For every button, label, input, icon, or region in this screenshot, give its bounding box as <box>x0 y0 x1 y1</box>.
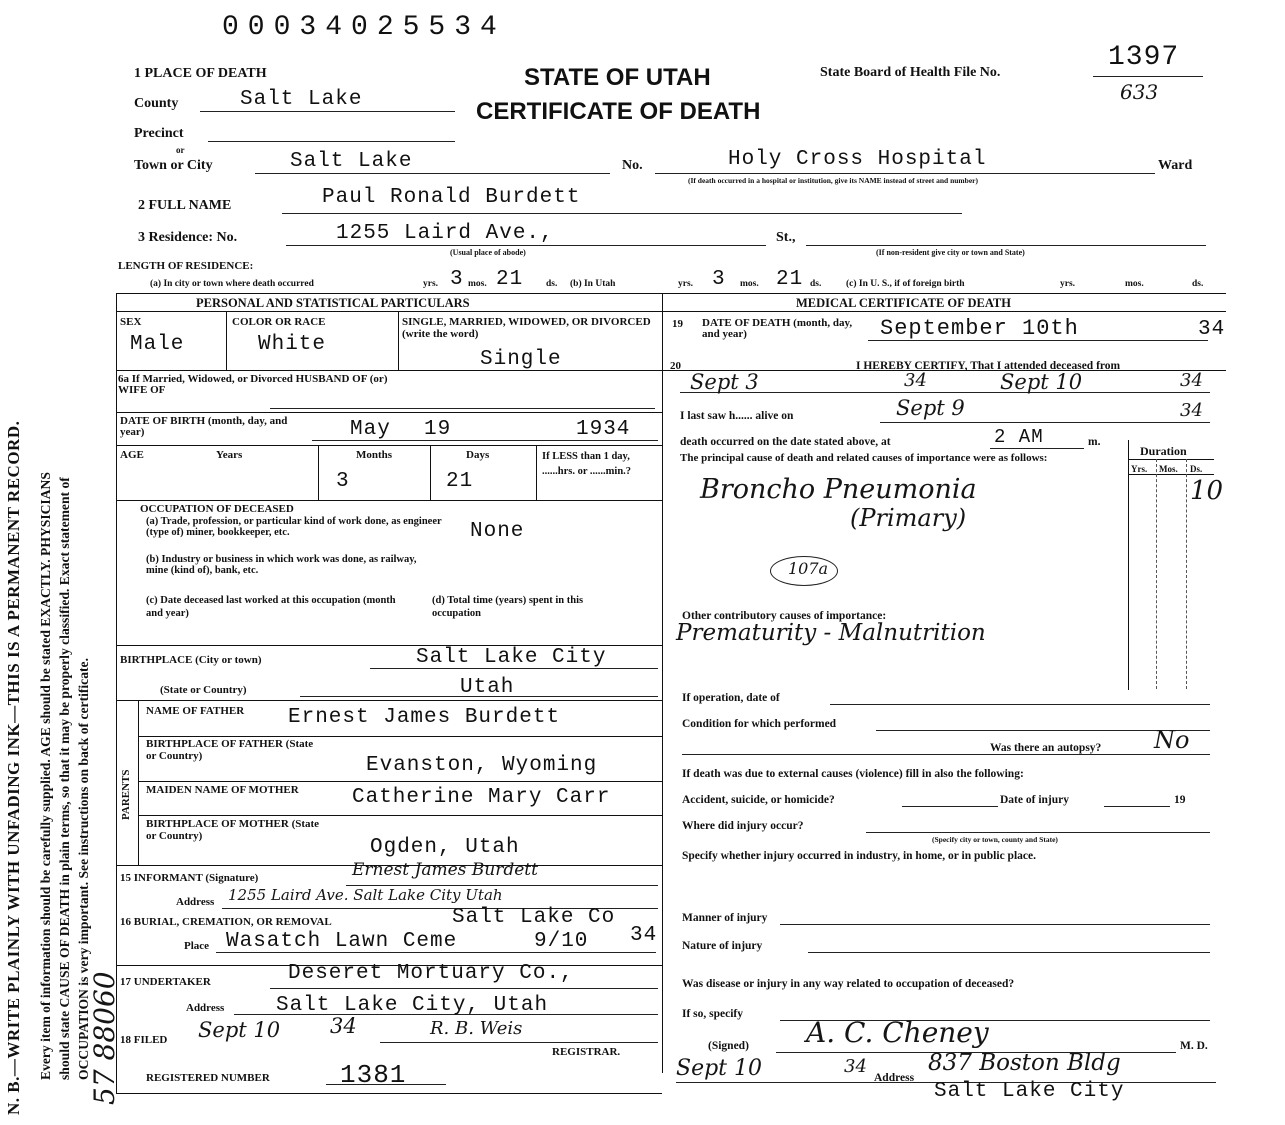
contributory-label: Other contributory causes of importance: <box>682 610 887 622</box>
mos-label-b: mos. <box>740 279 759 289</box>
birthplace-label: BIRTHPLACE (City or town) <box>120 654 262 666</box>
nonresident-note: (If non-resident give city or town and State) <box>876 248 1025 257</box>
registrar-label: REGISTRAR. <box>552 1046 621 1058</box>
top-serial-number: 00034025534 <box>222 12 506 43</box>
cause-primary-note: (Primary) <box>850 504 967 532</box>
duration-yrs-label: Yrs. <box>1131 464 1148 474</box>
birth-state-value: Utah <box>460 676 515 699</box>
street-label: St., <box>776 230 796 245</box>
burial-value: Salt Lake Co <box>452 906 616 929</box>
parents-side-label: PARENTS <box>120 769 132 820</box>
occupation-a-label: (a) Trade, profession, or particular kind of work done, as engineer (type of) miner, bookkeeper, etc. <box>146 516 442 538</box>
informant-address-value: 1255 Laird Ave. Salt Lake City Utah <box>228 886 503 904</box>
town-label: Town or City <box>134 158 213 173</box>
birthplace-value: Salt Lake City <box>416 646 607 669</box>
undertaker-address-label: Address <box>186 1002 225 1014</box>
yrs-label: yrs. <box>423 279 439 289</box>
related-label: Was disease or injury in any way related to occupation of deceased? <box>682 978 1015 990</box>
burial-place-value: Wasatch Lawn Ceme <box>226 930 458 953</box>
time-of-death-value: 2 AM <box>994 426 1044 448</box>
attended-to-year: 34 <box>1180 370 1203 391</box>
age-months-value: 3 <box>336 470 350 493</box>
condition-label: Condition for which performed <box>682 718 837 730</box>
ds-label-b: ds. <box>810 279 822 289</box>
attended-to: Sept 10 <box>1000 370 1083 394</box>
registered-number-value: 1381 <box>340 1060 407 1090</box>
residence-usual-note: (Usual place of abode) <box>450 248 526 257</box>
residence-city-label: (a) In city or town where death occurred <box>150 279 314 289</box>
father-birthplace-label: BIRTHPLACE OF FATHER (State or Country) <box>146 738 314 762</box>
mother-name-value: Catherine Mary Carr <box>352 786 611 809</box>
margin-instruction-right-1: Every item of information should be carefully supplied. AGE should be stated EXACTLY. PHYSICIANS <box>38 472 53 1080</box>
informant-signature: Ernest James Burdett <box>352 860 538 880</box>
form-title-state: STATE OF UTAH <box>524 64 711 91</box>
spouse-label: 6a If Married, Widowed, or Divorced HUSBAND OF (or) WIFE OF <box>118 373 388 396</box>
street-number-label: No. <box>622 158 643 173</box>
cause-code-value: 107a <box>788 559 829 578</box>
duration-days-value: 10 <box>1190 476 1224 506</box>
injury-specify-label: Specify whether injury occurred in industry, in home, or in public place. <box>682 850 1036 862</box>
duration-label: Duration <box>1140 444 1187 458</box>
physician-address-label: Address <box>874 1072 915 1084</box>
mother-birthplace-label: BIRTHPLACE OF MOTHER (State or Country) <box>146 818 320 842</box>
margin-instruction-right-2: should state CAUSE OF DEATH in plain terms, so that it may be properly classified. Exact statement of <box>57 477 72 1080</box>
mother-name-label: MAIDEN NAME OF MOTHER <box>146 784 299 796</box>
residence-state-years: 3 <box>712 268 726 291</box>
age-label: AGE <box>120 449 144 461</box>
last-seen-year: 34 <box>1180 400 1203 421</box>
autopsy-value: No <box>1154 726 1190 754</box>
occupation-b-label: (b) Industry or business in which work was done, as railway, mine (kind of), bank, etc. <box>146 554 417 576</box>
age-days-label: Days <box>466 449 490 461</box>
cause-value: Broncho Pneumonia <box>700 474 977 505</box>
physician-signature: A. C. Cheney <box>806 1016 989 1049</box>
residence-state-label: (b) In Utah <box>570 279 616 289</box>
filed-year: 34 <box>330 1014 357 1038</box>
dod-number: 19 <box>672 318 683 330</box>
operation-label: If operation, date of <box>682 692 780 704</box>
age-years-label: Years <box>216 449 243 461</box>
color-value: White <box>258 333 327 356</box>
margin-handwritten-number: 57 88060 <box>88 971 121 1105</box>
registrar-signature: R. B. Weis <box>430 1018 523 1039</box>
signed-label: (Signed) <box>708 1040 749 1052</box>
place-of-death-heading: 1 PLACE OF DEATH <box>134 66 267 81</box>
medical-section-header: MEDICAL CERTIFICATE OF DEATH <box>796 296 1011 310</box>
filed-label: 18 FILED <box>120 1034 168 1046</box>
residence-us-label: (c) In U. S., if of foreign birth <box>846 279 965 289</box>
or-label: or <box>176 145 185 155</box>
burial-date-value: 9/10 <box>534 930 589 953</box>
dob-day: 19 <box>424 418 452 441</box>
personal-section-header: PERSONAL AND STATISTICAL PARTICULARS <box>196 296 470 310</box>
dod-label: DATE OF DEATH (month, day, and year) <box>702 317 853 340</box>
dod-value: September 10th <box>880 316 1079 341</box>
attended-from-year: 34 <box>904 370 927 391</box>
age-days-value: 21 <box>446 470 474 493</box>
informant-address-label: Address <box>176 896 215 908</box>
color-label: COLOR OR RACE <box>232 316 326 328</box>
certify-number: 20 <box>670 360 681 372</box>
signature-year: 34 <box>844 1056 867 1077</box>
undertaker-address-value: Salt Lake City, Utah <box>276 994 549 1017</box>
occupation-value: None <box>470 520 525 543</box>
mother-birthplace-value: Ogden, Utah <box>370 836 520 859</box>
institution-value: Holy Cross Hospital <box>728 148 987 171</box>
file-number-value: 1397 <box>1108 42 1180 73</box>
physician-city-value: Salt Lake City <box>934 1080 1125 1103</box>
physician-address-value: 837 Boston Bldg <box>928 1050 1121 1076</box>
sex-label: SEX <box>120 316 142 328</box>
residence-label: 3 Residence: No. <box>138 230 238 245</box>
occupation-c-label: (c) Date deceased last worked at this occupation (month and year) <box>146 595 396 619</box>
cause-label: The principal cause of death and related causes of importance were as follows: <box>680 452 1048 464</box>
age-months-label: Months <box>356 449 393 461</box>
full-name-label: 2 FULL NAME <box>138 198 232 213</box>
occupation-label: OCCUPATION OF DECEASED <box>140 503 294 515</box>
birth-state-label: (State or Country) <box>160 684 247 696</box>
contributory-value: Prematurity - Malnutrition <box>676 620 986 646</box>
institution-note: (If death occurred in a hospital or institution, give its NAME instead of street and number) <box>688 176 979 185</box>
if-so-label: If so, specify <box>682 1008 744 1020</box>
burial-place-label: Place <box>184 940 210 952</box>
accident-label: Accident, suicide, or homicide? <box>682 794 835 806</box>
duration-ds-label: Ds. <box>1190 464 1203 474</box>
residence-value: 1255 Laird Ave., <box>336 222 554 245</box>
registered-number-label: REGISTERED NUMBER <box>146 1072 270 1084</box>
dob-month: May <box>350 418 391 441</box>
marital-value: Single <box>480 348 562 371</box>
file-number-label: State Board of Health File No. <box>820 65 1001 80</box>
dod-year: 34 <box>1198 318 1226 341</box>
burial-year-value: 34 <box>630 924 658 947</box>
margin-instruction-left: N. B.—WRITE PLAINLY WITH UNFADING INK—THIS IS A PERMANENT RECORD. <box>4 420 23 1115</box>
signature-date: Sept 10 <box>676 1056 763 1081</box>
last-seen-label: I last saw h...... alive on <box>680 410 794 422</box>
full-name-value: Paul Ronald Burdett <box>322 186 581 209</box>
dob-label: DATE OF BIRTH (month, day, and year) <box>120 415 288 438</box>
length-of-residence-label: LENGTH OF RESIDENCE: <box>118 260 254 272</box>
time-meridiem-label: m. <box>1088 436 1101 448</box>
yrs-label-b: yrs. <box>678 279 694 289</box>
md-label: M. D. <box>1180 1040 1208 1052</box>
time-of-death-label: death occurred on the date stated above, at <box>680 436 891 448</box>
injury-date-label: Date of injury <box>1000 794 1069 806</box>
residence-city-years: 3 <box>450 268 464 291</box>
undertaker-label: 17 UNDERTAKER <box>120 976 211 988</box>
marital-label: SINGLE, MARRIED, WIDOWED, OR DIVORCED (write the word) <box>402 316 651 340</box>
nature-label: Nature of injury <box>682 940 763 952</box>
father-name-value: Ernest James Burdett <box>288 706 561 729</box>
duration-mos-label: Mos. <box>1159 464 1178 474</box>
yrs-label-c: yrs. <box>1060 279 1076 289</box>
ds-label: ds. <box>546 279 558 289</box>
undertaker-value: Deseret Mortuary Co., <box>288 962 574 985</box>
form-title-certificate: CERTIFICATE OF DEATH <box>476 98 761 125</box>
attended-from: Sept 3 <box>690 370 759 394</box>
informant-label: 15 INFORMANT (Signature) <box>120 872 259 884</box>
residence-city-months: 21 <box>496 268 524 291</box>
filed-date: Sept 10 <box>198 1018 281 1042</box>
injury-place-note: (Specify city or town, county and State) <box>932 835 1058 844</box>
ds-label-c: ds. <box>1192 279 1204 289</box>
margin-instruction-right-3: OCCUPATION is very important. See instructions on back of certificate. <box>76 658 91 1080</box>
burial-label: 16 BURIAL, CREMATION, OR REMOVAL <box>120 916 332 928</box>
father-name-label: NAME OF FATHER <box>146 705 245 717</box>
father-birthplace-value: Evanston, Wyoming <box>366 754 598 777</box>
precinct-label: Precinct <box>134 126 184 141</box>
injury-place-label: Where did injury occur? <box>682 820 804 832</box>
injury-date-19: 19 <box>1174 794 1186 806</box>
town-value: Salt Lake <box>290 150 413 173</box>
mos-label-c: mos. <box>1125 279 1144 289</box>
file-number-sub: 633 <box>1120 80 1159 104</box>
age-less-than-label: If LESS than 1 day, ......hrs. or ......min.? <box>542 451 632 477</box>
external-causes-label: If death was due to external causes (violence) fill in also the following: <box>682 768 1024 780</box>
sex-value: Male <box>130 333 185 356</box>
dob-year: 1934 <box>576 418 631 441</box>
ward-label: Ward <box>1158 158 1193 173</box>
last-seen-value: Sept 9 <box>896 396 965 420</box>
county-label: County <box>134 96 179 111</box>
certify-statement: I HEREBY CERTIFY, That I attended deceased from <box>856 360 1121 372</box>
occupation-d-label: (d) Total time (years) spent in this occupation <box>432 595 584 619</box>
residence-state-months: 21 <box>776 268 804 291</box>
autopsy-label: Was there an autopsy? <box>990 742 1102 754</box>
manner-label: Manner of injury <box>682 912 768 924</box>
county-value: Salt Lake <box>240 88 363 111</box>
mos-label: mos. <box>468 279 487 289</box>
